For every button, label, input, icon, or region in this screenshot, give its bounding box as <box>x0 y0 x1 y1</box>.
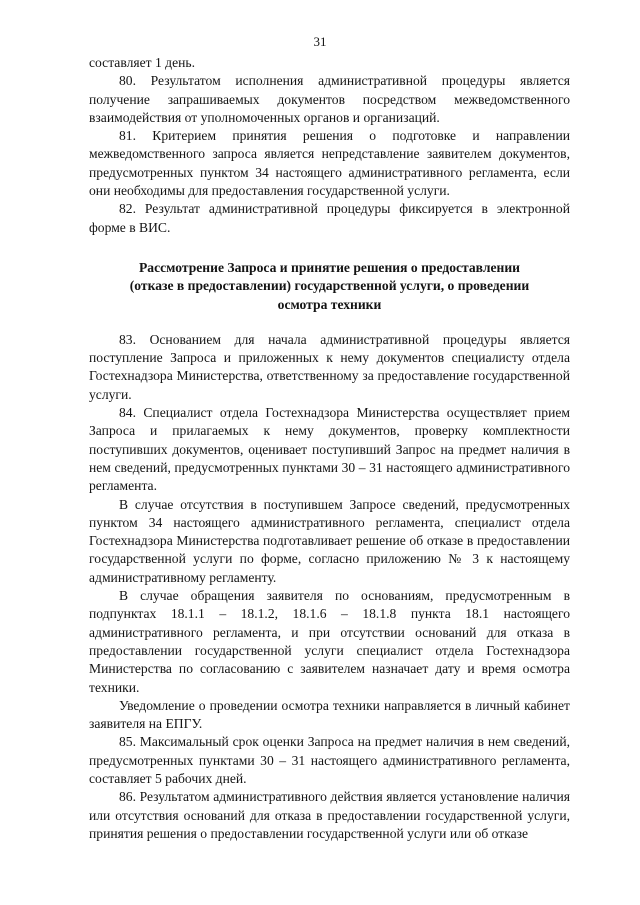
paragraph-84-inspection: В случае обращения заявителя по основаниям, предусмотренным в подпунктах 18.1.1 – 18.1.2, 18.1.6 – 18.1.8 пункта 18.1 настоящего административного регламента, и при отсутствии оснований для отказа в предоставлении государственной услуги специалист отдела Гостехнадзора Министерства по согласованию с заявителем назначает дату и время осмотра техники. <box>89 588 570 695</box>
section-heading <box>89 259 570 314</box>
paragraph-82: 82. Результат административной процедуры фиксируется в электронной форме в ВИС. <box>89 201 570 235</box>
paragraph-84: 84. Специалист отдела Гостехнадзора Министерства осуществляет прием Запроса и прилагаемых к нему документов, проверку комплектности поступивших документов, оценивает поступивший Запрос на предмет наличия в нем сведений, предусмотренных пунктами 30 – 31 настоящего административного регламента. <box>89 405 570 494</box>
paragraph-85: 85. Максимальный срок оценки Запроса на предмет наличия в нем сведений, предусмотренных пунктами 30 – 31 настоящего административного регламента, составляет 5 рабочих дней. <box>89 734 570 786</box>
section-heading-line: Рассмотрение Запроса и принятие решения о предоставлении <box>139 259 520 275</box>
paragraph-81: 81. Критерием принятия решения о подготовке и направлении межведомственного запроса является непредставление заявителем документов, предусмотренных пунктом 34 настоящего административного регламента, если они необходимы для предоставления государственной услуги. <box>89 128 570 199</box>
paragraph-0: составляет 1 день. <box>89 55 196 70</box>
paragraph-84-notification: Уведомление о проведении осмотра техники направляется в личный кабинет заявителя на ЕПГУ. <box>89 697 570 732</box>
paragraph-84-missing-info: В случае отсутствия в поступившем Запросе сведений, предусмотренных пунктом 34 настоящего административного регламента, специалист отдела Гостехнадзора Министерства подготавливает решение об отказе в предоставлении государственной услуги по форме, согласно приложению № 3 к настоящему административному регламенту. <box>89 496 570 585</box>
section-heading-line: (отказе в предоставлении) государственной услуги, о проведении <box>129 278 530 294</box>
paragraph-86: 86. Результатом административного действия является установление наличия или отсутствия оснований для отказа в предоставлении государственной услуги, принятия решения о предоставлении государственной услуги или об отказе <box>89 789 570 841</box>
page-number: 31 <box>313 34 327 49</box>
paragraph-80: 80. Результатом исполнения административной процедуры является получение запрашиваемых документов посредством межведомственного взаимодействия от уполномоченных органов и организаций. <box>89 73 570 125</box>
document-body <box>89 54 570 843</box>
section-heading-line: осмотра техники <box>277 296 382 312</box>
paragraph-83: 83. Основанием для начала административной процедуры является поступление Запроса и приложенных к нему документов специалисту отдела Гостехнадзора Министерства, ответственному за предоставление государственной услуги. <box>89 331 570 402</box>
